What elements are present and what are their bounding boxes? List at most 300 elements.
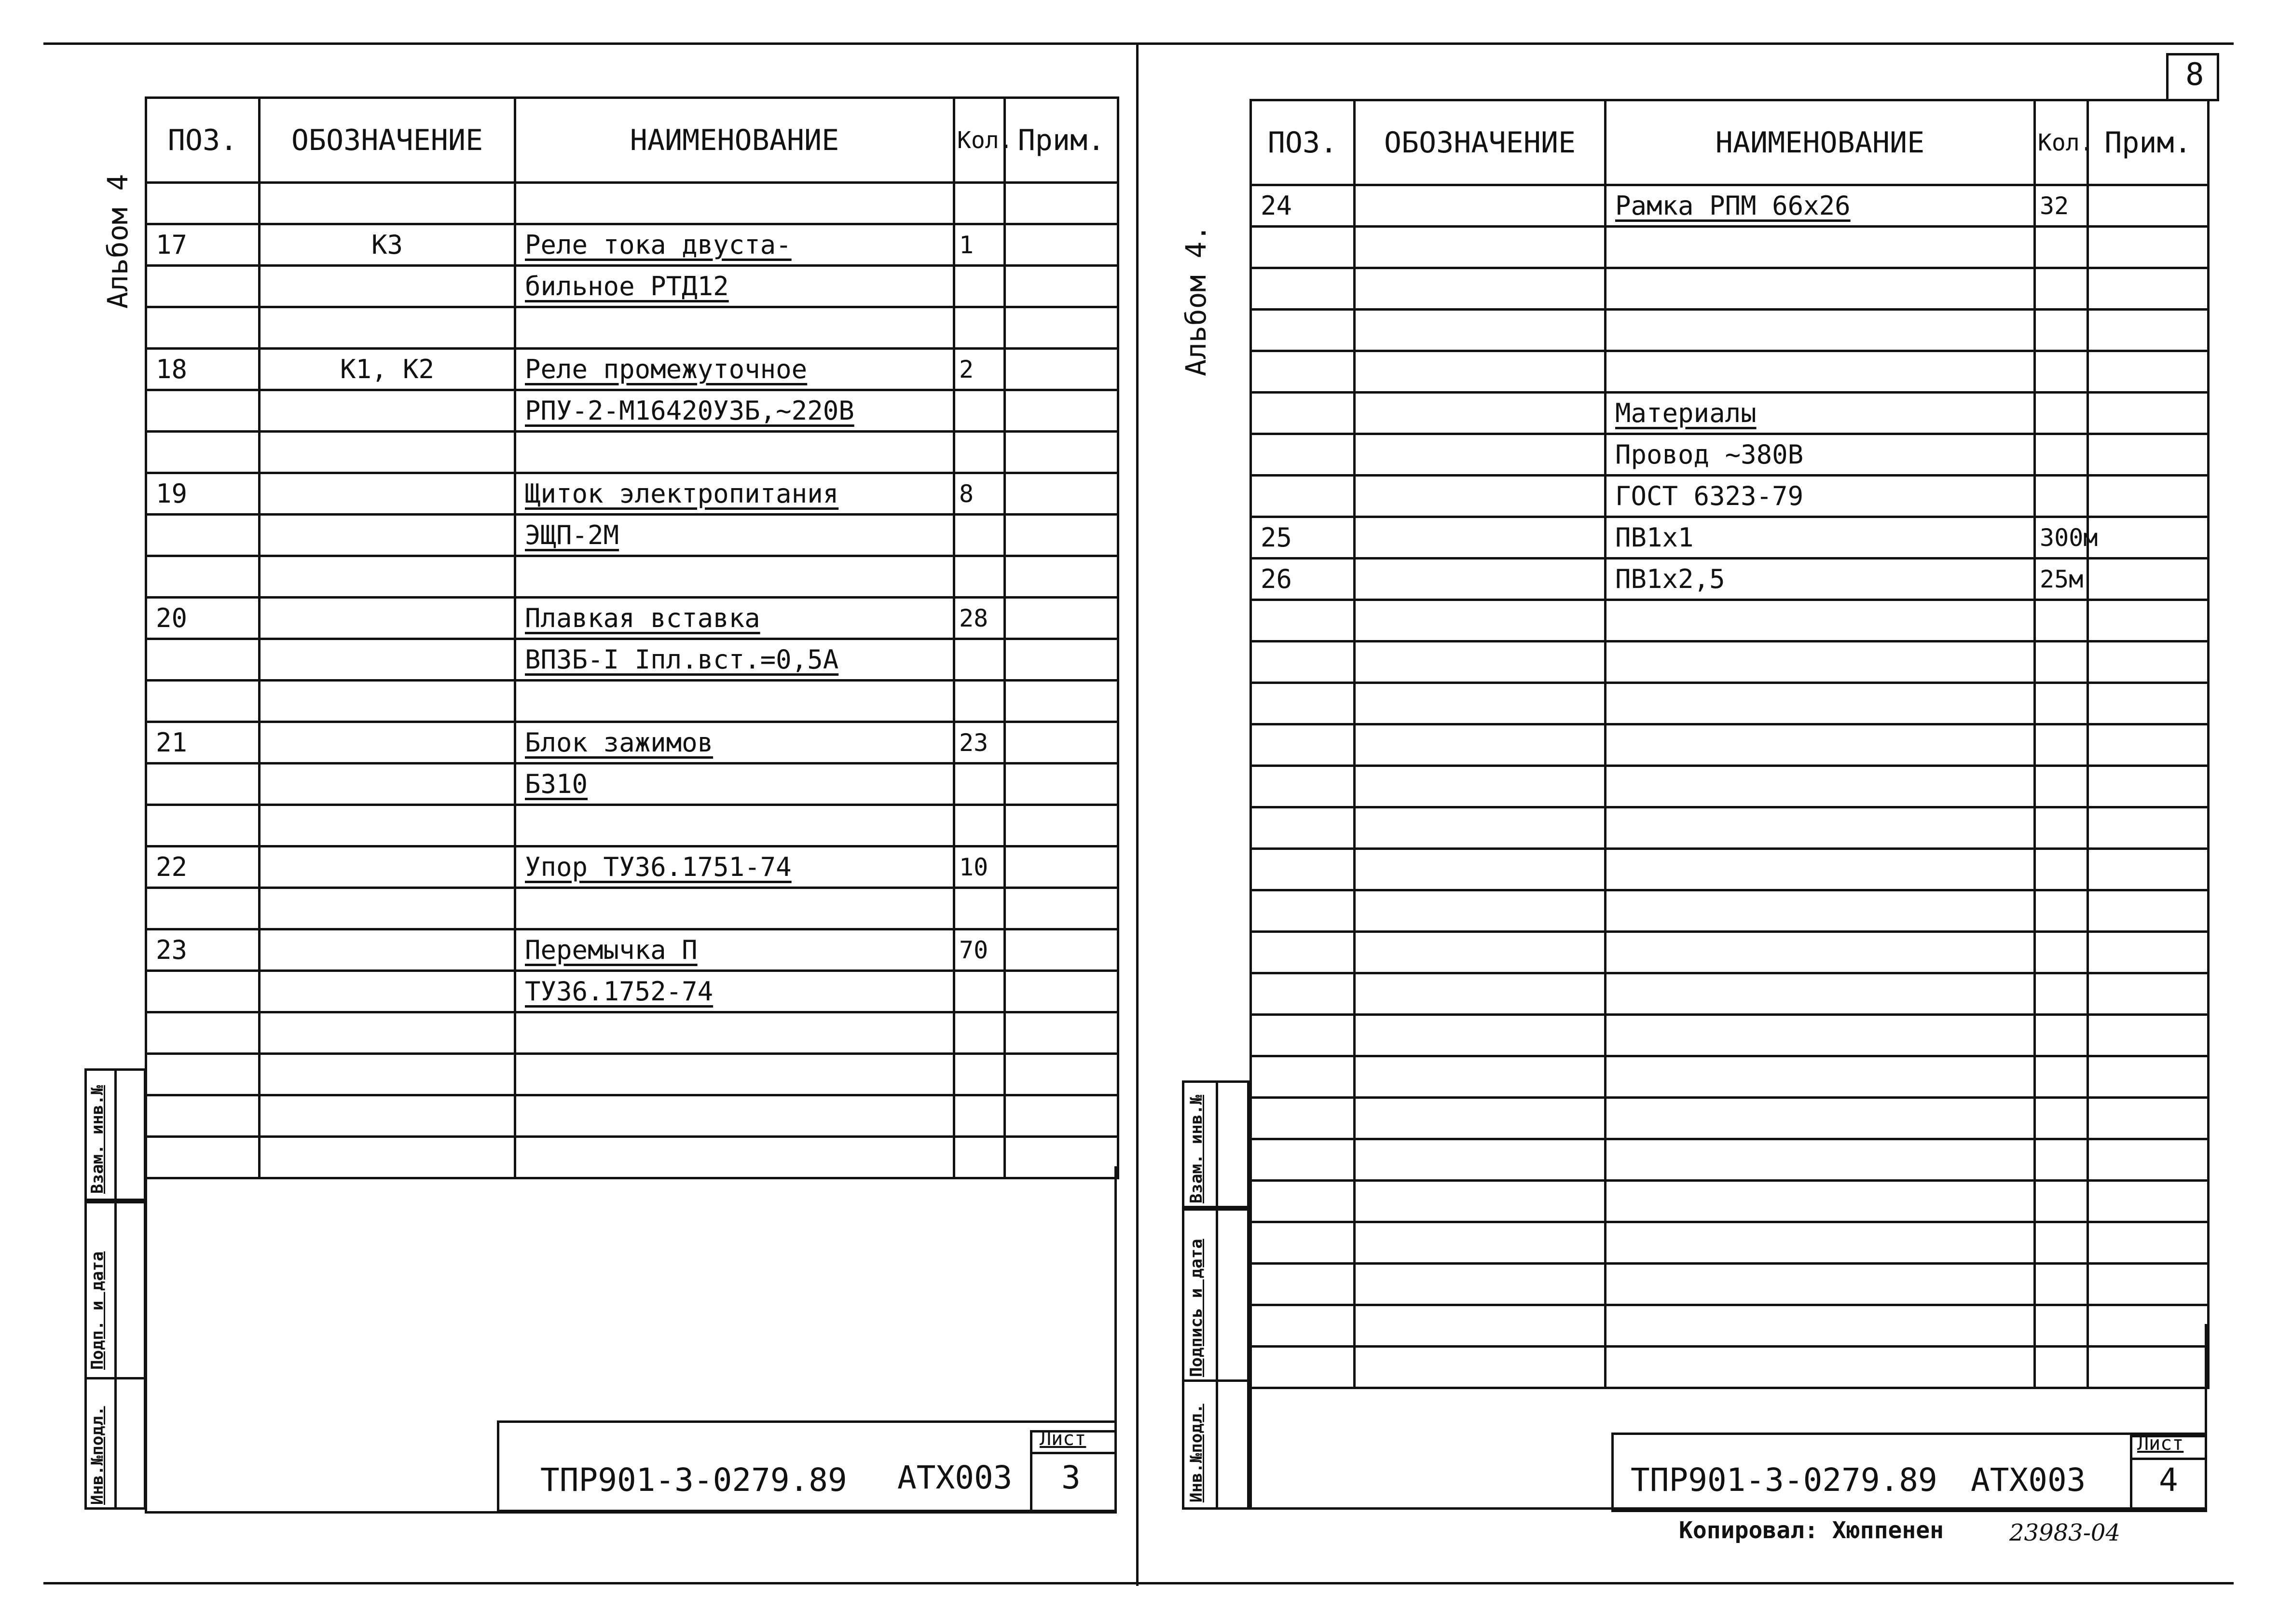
table-row <box>1251 310 2209 351</box>
cell-qty <box>2035 932 2088 973</box>
cell-name <box>515 681 954 722</box>
cell-designation <box>1355 227 1606 268</box>
cell-pos <box>1251 807 1355 849</box>
cell-note <box>2088 890 2209 932</box>
header-designation: ОБОЗНАЧЕНИЕ <box>260 98 515 183</box>
cell-pos: 19 <box>146 473 260 515</box>
cell-qty <box>2035 890 2088 932</box>
cell-pos <box>146 515 260 556</box>
cell-pos <box>146 681 260 722</box>
cell-name <box>1606 600 2035 641</box>
cell-pos: 26 <box>1251 559 1355 600</box>
cell-qty <box>954 888 1005 929</box>
cell-name <box>1606 932 2035 973</box>
cell-name: ГОСТ 6323-79 <box>1606 476 2035 517</box>
cell-pos <box>1251 641 1355 683</box>
cell-qty <box>2035 393 2088 434</box>
cell-qty <box>954 681 1005 722</box>
header-designation: ОБОЗНАЧЕНИЕ <box>1355 100 1606 185</box>
table-row <box>1251 973 2209 1015</box>
cell-note <box>1005 1054 1118 1095</box>
table-row <box>1251 724 2209 766</box>
left-album-label: Альбом 4 <box>101 174 134 309</box>
cell-name <box>1606 807 2035 849</box>
cell-pos <box>146 971 260 1012</box>
cell-note <box>1005 598 1118 639</box>
cell-note <box>2088 517 2209 559</box>
cell-name: ПВ1х2,5 <box>1606 559 2035 600</box>
table-row <box>1251 807 2209 849</box>
header-name: НАИМЕНОВАНИЕ <box>515 98 954 183</box>
cell-qty <box>954 307 1005 349</box>
cell-qty: 23 <box>954 722 1005 764</box>
cell-pos <box>146 805 260 846</box>
cell-name: Щиток электропитания <box>515 473 954 515</box>
table-row <box>1251 1015 2209 1056</box>
right-album-label: Альбом 4. <box>1180 224 1212 376</box>
cell-qty <box>2035 1056 2088 1098</box>
cell-qty <box>954 971 1005 1012</box>
cell-qty <box>954 515 1005 556</box>
table-row <box>146 1012 1118 1054</box>
corner-number: 8 <box>2185 57 2204 93</box>
cell-note <box>1005 224 1118 266</box>
cell-qty: 300м <box>2035 517 2088 559</box>
table-row <box>146 971 1118 1012</box>
cell-designation <box>260 805 515 846</box>
cell-name: бильное РТД12 <box>515 266 954 307</box>
cell-pos: 25 <box>1251 517 1355 559</box>
cell-note <box>2088 268 2209 310</box>
cell-name: Реле промежуточное <box>515 349 954 390</box>
cell-name <box>1606 641 2035 683</box>
cell-qty <box>954 183 1005 224</box>
cell-pos <box>146 390 260 432</box>
cell-qty <box>954 266 1005 307</box>
cell-pos <box>1251 766 1355 807</box>
cell-name <box>515 556 954 598</box>
cell-designation <box>260 888 515 929</box>
cell-designation <box>260 1095 515 1137</box>
cell-note <box>1005 846 1118 888</box>
cell-name <box>1606 973 2035 1015</box>
cell-name <box>515 1095 954 1137</box>
cell-designation <box>1355 268 1606 310</box>
table-row <box>1251 1222 2209 1264</box>
table-row <box>1251 227 2209 268</box>
cell-designation <box>1355 932 1606 973</box>
header-note: Прим. <box>1005 98 1118 183</box>
table-row <box>146 639 1118 681</box>
table-row <box>1251 641 2209 683</box>
cell-qty <box>2035 683 2088 724</box>
cell-note <box>2088 641 2209 683</box>
cell-designation <box>1355 600 1606 641</box>
table-row <box>146 1054 1118 1095</box>
cell-designation <box>260 681 515 722</box>
table-row <box>1251 890 2209 932</box>
cell-qty <box>2035 724 2088 766</box>
cell-qty <box>2035 849 2088 890</box>
cell-designation <box>1355 185 1606 227</box>
cell-name: Б310 <box>515 764 954 805</box>
cell-pos: 17 <box>146 224 260 266</box>
right-table-header <box>1251 100 2209 185</box>
left-sheet-number: 3 <box>1061 1459 1081 1496</box>
cell-name <box>1606 1264 2035 1305</box>
cell-qty: 8 <box>954 473 1005 515</box>
table-row <box>146 681 1118 722</box>
cell-designation <box>260 639 515 681</box>
table-row <box>146 556 1118 598</box>
table-row <box>1251 517 2209 559</box>
header-name: НАИМЕНОВАНИЕ <box>1606 100 2035 185</box>
cell-qty <box>2035 434 2088 476</box>
cell-qty <box>954 390 1005 432</box>
cell-note <box>1005 183 1118 224</box>
header-note: Прим. <box>2088 100 2209 185</box>
cell-pos <box>1251 434 1355 476</box>
cell-qty <box>2035 227 2088 268</box>
right-sheet-label: Лист <box>2137 1433 2184 1455</box>
cell-note <box>1005 1095 1118 1137</box>
table-row <box>1251 268 2209 310</box>
cell-pos <box>1251 890 1355 932</box>
cell-designation <box>1355 1139 1606 1181</box>
cell-note <box>1005 473 1118 515</box>
cell-note <box>2088 683 2209 724</box>
cell-note <box>1005 432 1118 473</box>
table-row <box>146 764 1118 805</box>
table-row <box>1251 766 2209 807</box>
right-doc-code: ТПР901-3-0279.89 <box>1631 1461 1937 1499</box>
cell-note <box>1005 390 1118 432</box>
cell-name <box>1606 849 2035 890</box>
cell-qty <box>2035 1015 2088 1056</box>
table-row <box>146 390 1118 432</box>
table-row <box>1251 849 2209 890</box>
left-doc-id: АТХ003 <box>897 1459 1013 1496</box>
cell-note <box>2088 310 2209 351</box>
cell-pos <box>146 639 260 681</box>
cell-pos <box>1251 973 1355 1015</box>
cell-designation <box>260 722 515 764</box>
cell-qty: 28 <box>954 598 1005 639</box>
cell-designation <box>260 1012 515 1054</box>
cell-note <box>2088 476 2209 517</box>
cell-note <box>2088 1015 2209 1056</box>
cell-note <box>2088 724 2209 766</box>
left-table-header <box>146 98 1118 183</box>
cell-note <box>2088 849 2209 890</box>
cell-pos: 22 <box>146 846 260 888</box>
cell-name: Рамка РПМ 66х26 <box>1606 185 2035 227</box>
table-row <box>1251 1264 2209 1305</box>
cell-pos <box>146 307 260 349</box>
cell-qty: 32 <box>2035 185 2088 227</box>
cell-name <box>515 432 954 473</box>
cell-qty <box>2035 1139 2088 1181</box>
cell-pos <box>1251 932 1355 973</box>
cell-note <box>1005 639 1118 681</box>
cell-note <box>1005 349 1118 390</box>
cell-note <box>2088 559 2209 600</box>
cell-designation <box>260 764 515 805</box>
cell-name <box>1606 766 2035 807</box>
cell-note <box>2088 185 2209 227</box>
cell-pos <box>1251 227 1355 268</box>
cell-pos: 20 <box>146 598 260 639</box>
cell-note <box>2088 1222 2209 1264</box>
cell-note <box>1005 266 1118 307</box>
cell-name: Блок зажимов <box>515 722 954 764</box>
table-row <box>1251 1139 2209 1181</box>
cell-note <box>1005 307 1118 349</box>
cell-name <box>515 888 954 929</box>
cell-pos <box>1251 1222 1355 1264</box>
cell-pos <box>146 1095 260 1137</box>
table-row <box>146 722 1118 764</box>
cell-note <box>1005 722 1118 764</box>
table-row <box>1251 559 2209 600</box>
cell-qty <box>2035 766 2088 807</box>
cell-designation <box>260 432 515 473</box>
cell-pos <box>1251 476 1355 517</box>
cell-designation <box>260 971 515 1012</box>
left-spec-table <box>145 96 1119 1179</box>
cell-designation <box>1355 1264 1606 1305</box>
table-row <box>1251 600 2209 641</box>
cell-designation <box>1355 683 1606 724</box>
cell-note <box>2088 434 2209 476</box>
cell-pos <box>1251 1264 1355 1305</box>
cell-name: Плавкая вставка <box>515 598 954 639</box>
cell-qty <box>2035 807 2088 849</box>
cell-name <box>515 1012 954 1054</box>
cell-qty <box>954 764 1005 805</box>
cell-pos <box>1251 683 1355 724</box>
cell-designation <box>1355 1015 1606 1056</box>
cell-designation <box>260 929 515 971</box>
cell-note <box>1005 515 1118 556</box>
cell-designation <box>1355 1098 1606 1139</box>
left-stamp-inv: Инв.№подл. <box>88 1406 107 1505</box>
cell-note <box>1005 971 1118 1012</box>
right-stamp-inv: Инв.№подл. <box>1187 1404 1206 1502</box>
table-row <box>146 598 1118 639</box>
cell-designation <box>260 266 515 307</box>
cell-name: Провод ~380В <box>1606 434 2035 476</box>
cell-pos <box>1251 1056 1355 1098</box>
cell-designation <box>1355 476 1606 517</box>
cell-name <box>1606 890 2035 932</box>
cell-note <box>2088 351 2209 393</box>
header-pos: ПОЗ. <box>1251 100 1355 185</box>
cell-name: РПУ-2-М16420У3Б,~220В <box>515 390 954 432</box>
left-stamp-sign: Подп. и дата <box>88 1251 107 1370</box>
cell-name <box>1606 310 2035 351</box>
cell-note <box>1005 805 1118 846</box>
table-row <box>146 1095 1118 1137</box>
header-pos: ПОЗ. <box>146 98 260 183</box>
cell-pos: 23 <box>146 929 260 971</box>
table-row <box>1251 683 2209 724</box>
cell-note <box>2088 932 2209 973</box>
cell-qty <box>954 639 1005 681</box>
cell-pos <box>146 1012 260 1054</box>
table-row <box>1251 393 2209 434</box>
cell-designation <box>1355 351 1606 393</box>
cell-note <box>2088 766 2209 807</box>
cell-designation <box>260 598 515 639</box>
cell-qty <box>2035 600 2088 641</box>
cell-qty: 1 <box>954 224 1005 266</box>
cell-qty <box>954 805 1005 846</box>
right-spec-table <box>1249 99 2210 1389</box>
cell-designation <box>1355 393 1606 434</box>
header-qty: Кол. <box>954 98 1005 183</box>
table-row <box>1251 351 2209 393</box>
cell-note <box>1005 888 1118 929</box>
cell-designation <box>1355 1056 1606 1098</box>
cell-name: Материалы <box>1606 393 2035 434</box>
cell-qty <box>2035 351 2088 393</box>
cell-designation <box>1355 724 1606 766</box>
cell-designation <box>1355 766 1606 807</box>
table-row <box>1251 434 2209 476</box>
cell-name <box>1606 1056 2035 1098</box>
table-row <box>1251 476 2209 517</box>
cell-name <box>515 805 954 846</box>
table-row <box>146 349 1118 390</box>
sheet-top-line <box>43 42 2234 45</box>
table-row <box>146 515 1118 556</box>
cell-qty <box>954 1012 1005 1054</box>
table-row <box>1251 185 2209 227</box>
table-row <box>146 888 1118 929</box>
cell-name: Реле тока двуста- <box>515 224 954 266</box>
table-row <box>1251 1098 2209 1139</box>
cell-note <box>1005 681 1118 722</box>
stamp-number: 23983-04 <box>2009 1519 2120 1546</box>
cell-name <box>515 183 954 224</box>
table-row <box>146 266 1118 307</box>
cell-designation <box>260 307 515 349</box>
cell-designation <box>1355 434 1606 476</box>
cell-qty: 70 <box>954 929 1005 971</box>
cell-note <box>1005 929 1118 971</box>
cell-name: ПВ1х1 <box>1606 517 2035 559</box>
table-row <box>146 473 1118 515</box>
cell-designation <box>1355 807 1606 849</box>
cell-pos: 21 <box>146 722 260 764</box>
cell-designation: К3 <box>260 224 515 266</box>
cell-qty <box>2035 641 2088 683</box>
cell-pos <box>146 888 260 929</box>
cell-designation <box>260 846 515 888</box>
cell-name: ВП3Б-I Iпл.вст.=0,5А <box>515 639 954 681</box>
table-row <box>146 432 1118 473</box>
cell-name: ТУ36.1752-74 <box>515 971 954 1012</box>
cell-pos <box>146 556 260 598</box>
sheet-center-fold <box>1136 42 1139 1586</box>
cell-note <box>2088 1056 2209 1098</box>
table-row <box>146 805 1118 846</box>
right-sheet-number: 4 <box>2159 1461 2178 1499</box>
cell-qty <box>954 1095 1005 1137</box>
right-doc-id: АТХ003 <box>1971 1461 2086 1499</box>
cell-qty <box>2035 1264 2088 1305</box>
cell-qty <box>2035 1222 2088 1264</box>
table-row <box>1251 1056 2209 1098</box>
cell-qty <box>2035 310 2088 351</box>
cell-name <box>1606 227 2035 268</box>
cell-pos <box>1251 310 1355 351</box>
cell-name: Упор ТУ36.1751-74 <box>515 846 954 888</box>
cell-name <box>1606 351 2035 393</box>
cell-name <box>1606 1015 2035 1056</box>
cell-note <box>2088 600 2209 641</box>
table-row <box>146 224 1118 266</box>
cell-name <box>1606 724 2035 766</box>
cell-designation <box>260 1054 515 1095</box>
cell-name: ЭЩП-2М <box>515 515 954 556</box>
cell-name <box>1606 1222 2035 1264</box>
cell-qty <box>2035 268 2088 310</box>
table-row <box>146 929 1118 971</box>
cell-name <box>1606 1098 2035 1139</box>
cell-qty <box>954 556 1005 598</box>
cell-qty: 25м <box>2035 559 2088 600</box>
cell-pos: 24 <box>1251 185 1355 227</box>
cell-note <box>2088 973 2209 1015</box>
left-stamp-replace: Взам. инв.№ <box>88 1085 107 1194</box>
cell-qty <box>2035 973 2088 1015</box>
cell-pos <box>1251 849 1355 890</box>
cell-note <box>2088 1139 2209 1181</box>
cell-pos <box>1251 1181 1355 1222</box>
cell-pos: 18 <box>146 349 260 390</box>
cell-qty: 2 <box>954 349 1005 390</box>
cell-name <box>1606 1139 2035 1181</box>
header-qty: Кол. <box>2035 100 2088 185</box>
sheet-bottom-line <box>43 1582 2234 1584</box>
cell-qty <box>954 432 1005 473</box>
cell-designation <box>1355 559 1606 600</box>
cell-designation <box>1355 849 1606 890</box>
cell-pos <box>146 183 260 224</box>
left-doc-code: ТПР901-3-0279.89 <box>540 1461 847 1499</box>
cell-qty: 10 <box>954 846 1005 888</box>
cell-designation <box>1355 1222 1606 1264</box>
cell-designation: К1, К2 <box>260 349 515 390</box>
cell-name <box>515 307 954 349</box>
right-stamp-replace: Взам. инв.№ <box>1187 1094 1206 1203</box>
cell-designation <box>1355 517 1606 559</box>
cell-name <box>1606 683 2035 724</box>
cell-qty <box>2035 1098 2088 1139</box>
cell-pos <box>146 432 260 473</box>
cell-note <box>2088 227 2209 268</box>
table-row <box>146 307 1118 349</box>
cell-qty <box>954 1054 1005 1095</box>
cell-designation <box>260 515 515 556</box>
cell-pos <box>146 266 260 307</box>
cell-pos <box>1251 268 1355 310</box>
cell-note <box>1005 556 1118 598</box>
table-row <box>1251 1181 2209 1222</box>
table-row <box>1251 932 2209 973</box>
